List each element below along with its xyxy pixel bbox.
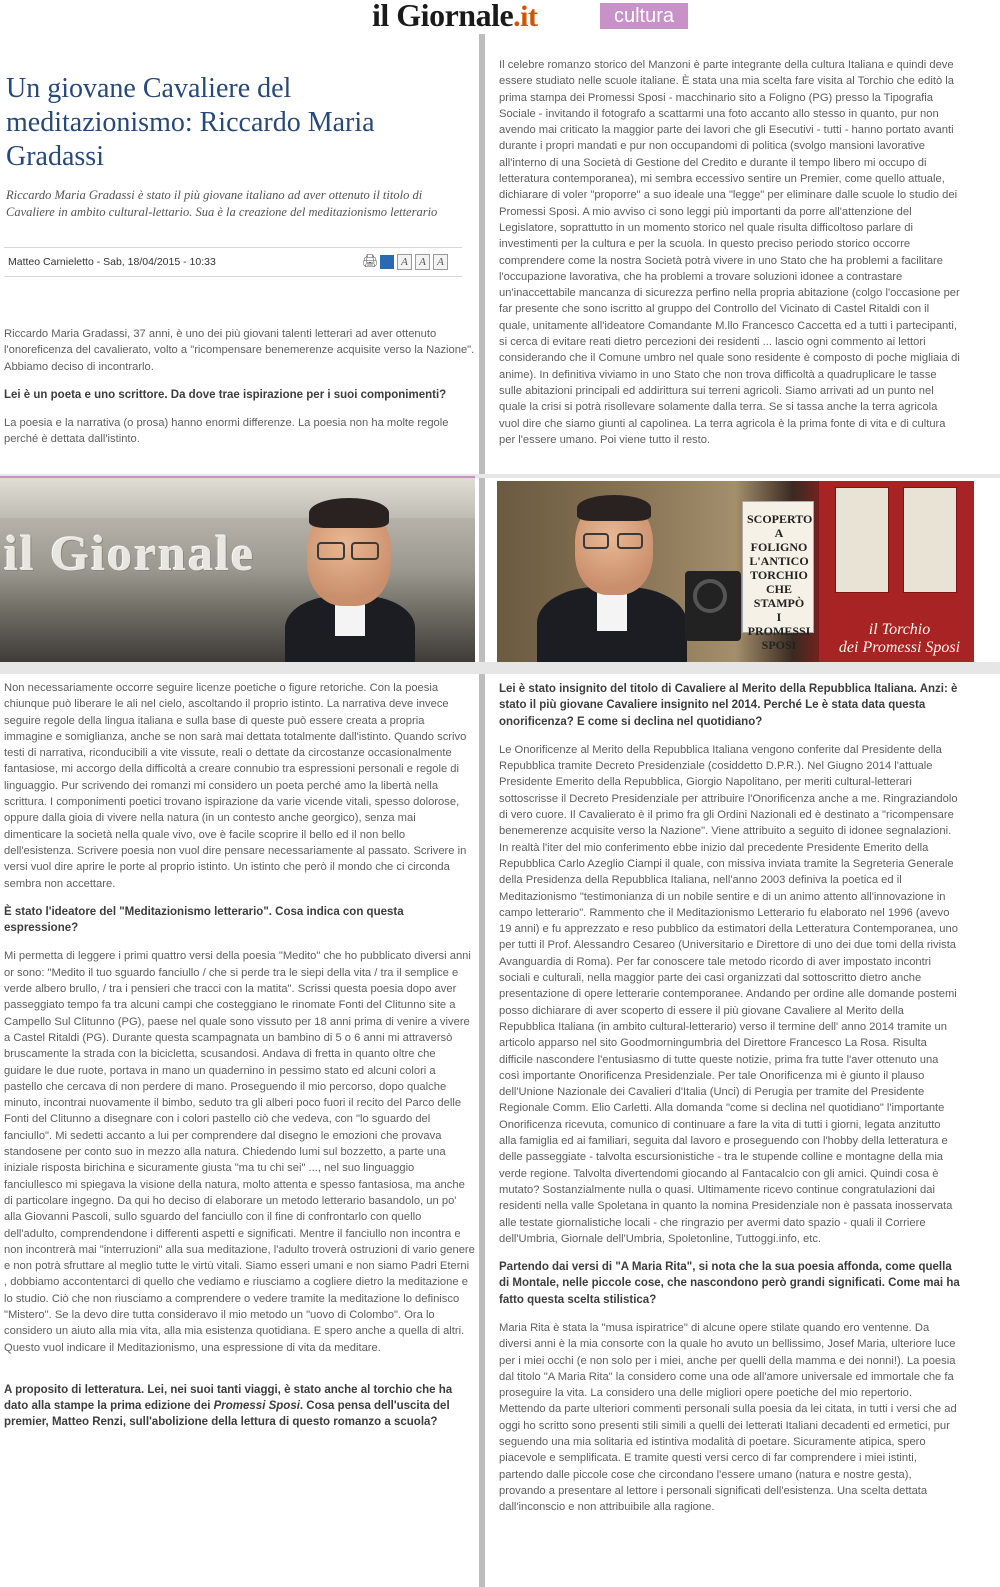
exhibit-caption: il Torchio dei Promessi Sposi: [838, 621, 961, 656]
row-separator-bottom: [0, 662, 1000, 674]
article-title: Un giovane Cavaliere del meditazionismo: Riccardo Maria Gradassi: [6, 73, 375, 172]
answer-5: Maria Rita è stata la "musa ispiratrice" di alcune opere stilate quando ero ventenne. Da diversi anni è la mia consorte con la quale ho avuto un bellissimo, Josef Maria, ulteriore luce per i miei occhi (e non solo per i miei, anche per quelli della mamma e dei nonni!). La poesia dal titolo "A Maria Rita" la considero come una ode all'amore universale ed immortale che fa proseguire la vita. La considero una delle migliori opere poetiche del mio repertorio. Mettendo da parte ulteriori commenti personali sulla poesia da lei citata, in tutti i versi che ad oggi ho scritto sono presenti stili simili a quelli dei letterati Italiani decadenti ed ermetici, pur seguendo una mia solitaria ed istintiva modalità di poetare. Sicuramente atipica, spero piacevole e semplificata. E tramite questi versi cerco di far comprendere i miei istinti, partendo dalle piccole cose che circondano l'essere umano (natura e nostre gesta), provando a presentare al lettore i personali significati dell'esistenza. Una scelta dettata dall'inconscio e non attribuibile alla ragione.: [499, 1321, 957, 1514]
answer-1-continued: Non necessariamente occorre seguire licenze poetiche o figure retoriche. Con la poesia chiunque può liberare le ali nel cielo, ascoltando il proprio istinto. La narrativa deve invece seguire regole della lingua italiana e sulla base di queste può essere creata a propria immagine e somiglianza, anche se non sarà mai dettata totalmente dall'istinto. Quando scrivo testi di narrativa, riconducibili a vite vissute, reali o dettate da circostanze occasionalmente fantasiose, mi accorgo della difficoltà a creare connubio tra espressioni personali e regole di linguaggio. Pur scrivendo dei romanzi mi considero un poeta perché amo la libertà nella scrittura. I componimenti poetici trovano ispirazione da varie vicende vitali, spesso dolorose, oppure dalla gioia di vivere nella natura (in un contesto anche georgico), senza mai dimenticare la società nella quale vivo, ove è facile scoprire il bello ed il non bello dell'esistenza. Scrivere poesia non vuol dire pensare necessariamente al passato. Scrivere in versi vuol dire aprire le porte al proprio istinto. Un istinto che però il mondo che ci circonda sembra non accettare.: [4, 682, 467, 890]
author-photo-press: [497, 481, 974, 662]
question-4: Lei è stato insignito del titolo di Cavaliere al Merito della Repubblica Italiana. Anzi: è stato il più giovane Cavaliere insignito nel 2014. Perché Le è stata data questa onorificenza? E come si declina nel quotidiano?: [499, 683, 958, 728]
exhibit-image-left: [835, 487, 889, 593]
glasses-left: [317, 542, 345, 560]
press-wheel: [693, 579, 727, 613]
person-figure: [285, 496, 415, 662]
article-intro: Riccardo Maria Gradassi, 37 anni, è uno dei più giovani talenti letterari ad aver ottenuto l'onoreficenza del cavalierato, volto a "ricompensare benemerenze acquisite verso la Nazione". Abbiamo deciso di incontrarlo.: [4, 328, 475, 373]
right-top-block: [485, 57, 1000, 473]
exhibit-panel: [819, 481, 974, 662]
right-bottom-block: [485, 681, 1000, 1581]
logo-main: il Giornale: [372, 0, 514, 33]
hair-shape: [309, 498, 389, 528]
logo-dot-it: .it: [513, 0, 538, 33]
person-figure-press: [537, 495, 687, 662]
poster-headline: [742, 501, 814, 652]
article-tools: [362, 254, 448, 270]
photo-wall-lettering: il Giornale: [4, 525, 256, 581]
author-photo-office: [0, 478, 475, 662]
font-small-icon[interactable]: A: [397, 254, 412, 270]
glasses-left-press: [583, 533, 609, 549]
glasses-right-press: [617, 533, 643, 549]
masthead: [0, 0, 1000, 34]
site-logo[interactable]: [372, 0, 537, 34]
question-5: Partendo dai versi di "A Maria Rita", si nota che la sua poesia affonda, come quella di Montale, nelle piccole cose, che nascondono però grandi significati. Come mai ha fatto questa scelta stilistica?: [499, 1261, 960, 1306]
question-2: È stato l'ideatore del "Meditazionismo letterario". Cosa indica con questa espressione?: [4, 905, 404, 935]
author-date: Matteo Carnieletto - Sab, 18/04/2015 - 10:33: [8, 256, 216, 268]
poster-text: SCOPERTO A FOLIGNO L'ANTICO TORCHIO CHE STAMPÒ I PROMESSI SPOSI: [747, 512, 813, 652]
font-large-icon[interactable]: A: [433, 254, 448, 270]
answer-4: Le Onorificenze al Merito della Repubblica Italiana vengono conferite dal Presidente della Repubblica tramite Decreto Presidenziale (cosiddetto D.P.R.). Nel Giugno 2014 l'attuale Presidente Emerito della Repubblica, Giorgio Napolitano, per meriti cultural-letterari sottoscrisse il Decreto Presidenziale per attribuire l'Onorificenza anche a me. Ringraziandolo di vero cuore. Il Cavalierato è il primo fra gli Ordini Nazionali ed è destinato a "ricompensare benemerenze acquisite verso la Nazione". Viene attribuito a seguito di idonee segnalazioni. In realtà l'iter del mio conferimento ebbe inizio dal precedente Presidente Emerito della Repubblica Carlo Azeglio Ciampi il quale, con missiva inviata tramite la Segreteria Generale della Presidenza della Repubblica Italiana, nell'anno 2003 definiva la poetica ed il Meditazionismo "testimonianza di un nobile sentire e di un animo attento all'innovazione in campo letterario". Rammento che il Meditazionismo Letterario fu elaborato nel 1996 (avevo 19 anni) e fu apprezzato e reso pubblico da estimatori della Letteratura Contemporanea, uno per tutti il Prof. Alessandro Cesareo (Universitario e Direttore di uno dei due tomi della rivista Avanguardia di Roma). Per far conoscere tale metodo ricordo di aver impostato incontri sociali e culturali, nella maggior parte dei casi organizzati dal sottoscritto dietro anche presentazione di opere letterarie contemporanee. Andando per ordine alle domande postemi posso dichiarare di aver scoperto di essere il più giovane Cavaliere al Merito della Repubblica Italiana (in ambito cultural-letterario) verso il termine dell' anno 2014 tramite un articolo apparso nel sito Goodmorningumbria del Direttore Francesco La Rosa. Risulta difficile nascondere l'entusiasmo di tutte queste notizie, prima fra tutte l'aver ottenuto una così importante Onorificenza Presidenziale. Per tale Onorificenza mi è giunto il plauso dell'Unione Nazionale dei Cavalieri d'Italia (Unci) di Perugia per tramite del Presidente Regionale Comm. Elio Carletti. Alla domanda "come si declina nel quotidiano" l'importante Onorificenza ricevuta, comunico di continuare a fare la vita di tutti i giorni, legata anzitutto alla famiglia ed ai familiari, seguita dal lavoro e proseguendo con l'hobby della letteratura e delle passeggiate - talvolta escursionistiche - tra le stupende colline e montagne della mia verde regione. Talvolta divertendomi giocando al Fantacalcio con gli amici. Quindi cosa è mutato? Sostanzialmente nulla o quasi. Ultimamente ricevo continue congratulazioni dai residenti nella valle Spoletana in quanto la nomina Presidenziale non è passata inosservata alle testate giornalistiche locali - che ringrazio per avermi dato spazio - quali il Corriere dell'Umbria, Giornale dell'Umbria, Spoletonline, Tuttoggi.info, etc.: [499, 743, 958, 1245]
answer-3: Il celebre romanzo storico del Manzoni è parte integrante della cultura Italiana e quindi deve essere studiato nelle scuole italiane. È stata una mia scelta fare visita al Torchio che editò la prima stampa dei Promessi Sposi - macchinario sito a Foligno (PG) presso la Tipografia Sociale - invitando il fotografo a scattarmi una foto accanto allo stesso in quanto, pur non avendo mai criticato la maggior parte dei lavori che gli Esecutivi - tutti - hanno portato avanti durante i propri mandati e pur non occupandomi di politica (svolgo mansioni lavorative all'interno di una Società di Gestione del Credito e durante il tempo libero mi occupo di letteratura contemporanea), mi sembra eccessivo sentire un Premier, come quello attuale, dichiarare di voler "proporre" a suo ideale una "legge" per eliminare dalle scuole lo studio dei Promessi Sposi. A mio avviso ci sono leggi più importanti da porre all'attenzione del Legislatore, soprattutto in un momento storico nel quale risulta difficoltoso parlare di investimenti per la cultura e per la scuola. In questo preciso periodo storico occorre comprendere come la nostra Società potrà vivere in uno Stato che ha problemi a facilitare l'occupazione lavorativa, che ha problemi a trovare soluzioni idonee a contrastare un'inaccettabile mancanza di sicurezza perfino nella propria abitazione (colgo l'occasione per far presente che sono iscritto al gruppo del Controllo del Vicinato di Castel Ritaldi con il quale, unitamente all'ideatore Comandante M.llo Francesco Caccetta ed a tutti i partecipanti, si cerca di evitare reati dietro percezioni dei residenti ... lascio ogni commento ai lettori considerando che il Comune umbro nel quale sono residente è composto di poche migliaia di anime). In definitiva viviamo in uno Stato che non trova difficoltà a quadruplicare le tasse sulle abitazioni principali ed addirittura sui terreni agricoli. Siamo arrivati ad un punto nel quale la crisi si potrà risollevare solamente dalla terra. Se si tassa anche la terra agricola vuol dire che siamo giunti al capolinea. La terra agricola è la prima fonte di vita e di cultura per l'essere umano. Poi viene tutto il resto.: [499, 59, 960, 446]
font-medium-icon[interactable]: A: [415, 254, 430, 270]
question-3-book-title: Promessi Sposi: [213, 1400, 300, 1413]
hair-shape-press: [577, 495, 651, 521]
left-bottom-block: [0, 680, 479, 1580]
glasses-right: [351, 542, 379, 560]
printing-press: [685, 571, 741, 641]
question-3-part-2: . Cosa pensa dell'uscita del premier, Matteo Renzi, sull'abolizione della lettura di questo romanzo a scuola?: [4, 1400, 450, 1429]
answer-1-start: La poesia e la narrativa (o prosa) hanno enormi differenze. La poesia non ha molte regole perché è dettata dall'istinto.: [4, 417, 449, 446]
answer-2: Mi permetta di leggere i primi quattro versi della poesia "Medito" che ho pubblicato diversi anni or sono: "Medito il tuo sguardo fanciullo / che si perde tra le siepi della vita / tra il semplice e verde albero brullo, / tra i pensieri che tracci con la matita". Scrissi questa poesia dopo aver passeggiato tempo fa tra alcuni campi che costeggiano le rinomate Fonti del Clitunno site a Campello Sul Clitunno (PG), paese nel quale sono vissuto per 18 anni prima di venire a vivere a Castel Ritaldi (PG). Durante questa scampagnata un bambino di 5 o 6 anni mi attraversò bruscamente la strada con la bicicletta, scusandosi. Andava di fretta in quanto oltre che guidare le due ruote, portava in mano un quadernino in pessimo stato ed alcuni colori a pastello che cercava di non perdere di mano. Proseguendo il mio percorso, dopo qualche minuto, incontrai nuovamente il bimbo, seduto tra gli alberi poco fuori il recito del Parco delle Fonti del Clitunno a disegnare con i colori pastello ciò che vedeva, con "lo sguardo del fanciullo". Mi sedetti accanto a lui per comprendere dal disegno le emozioni che provava standosene per conto suo in mezzo alla natura. Chiedendo lumi sul bozzetto, a parte una iniziale risposta birichina e sicuramente giusta "ma tu chi sei" ..., nel suo linguaggio fanciullesco mi spiegava la visione della natura, molto attenta e spesso fantasiosa, ma anche di particolare ingegno. Da qui ho deciso di elaborare un metodo letterario basandolo, un po' alla Giovanni Pascoli, sullo sguardo del fanciullo con il fine di confrontarlo con quello dell'adulto, comprendendone i differenti aspetti e significati. Mentre il fanciullo non incontra e non incontrerà mai "interruzioni" alla sua meditazione, l'adulto troverà ostruzioni di vario genere e non potrà sfruttare al meglio tutte le virtù vitali. Siamo esseri umani e non siamo Padri Eterni , dobbiamo accontentarci di quello che vediamo e riusciamo a cogliere dietro la meditazione e lo studio. Ciò che non riusciamo a comprendere o vedere tramite la meditazione lo definisco "Mistero". Se la devo dire tutta consideravo il mio metodo un "uovo di Colombo". Ora lo considero un aiuto alla mia vita, alla mia esistenza quotidiana. E spero anche a quella di altri. Questo vuol indicare il Meditazionismo, una espressione di vita da meditare.: [4, 950, 475, 1354]
byline-bar: [4, 247, 462, 277]
exhibit-image-right: [903, 487, 957, 593]
print-icon[interactable]: 🖨: [362, 253, 379, 268]
question-3: [0, 1382, 479, 1431]
article-subtitle: Riccardo Maria Gradassi è stato il più giovane italiano ad aver ottenuto il titolo di Cavaliere in ambito cultural-lettario. Sua è la creazione del meditazionismo letterario: [6, 188, 438, 219]
question-3-part-1: A proposito di letteratura. Lei, nei suoi tanti viaggi, è stato anche al torchio che ha dato alla stampe la prima edizione dei: [4, 1383, 453, 1413]
left-intro-block: [0, 326, 479, 472]
save-icon[interactable]: [380, 255, 394, 269]
question-1: Lei è un poeta e uno scrittore. Da dove trae ispirazione per i suoi componimenti?: [4, 388, 447, 401]
section-badge[interactable]: cultura: [600, 3, 688, 29]
